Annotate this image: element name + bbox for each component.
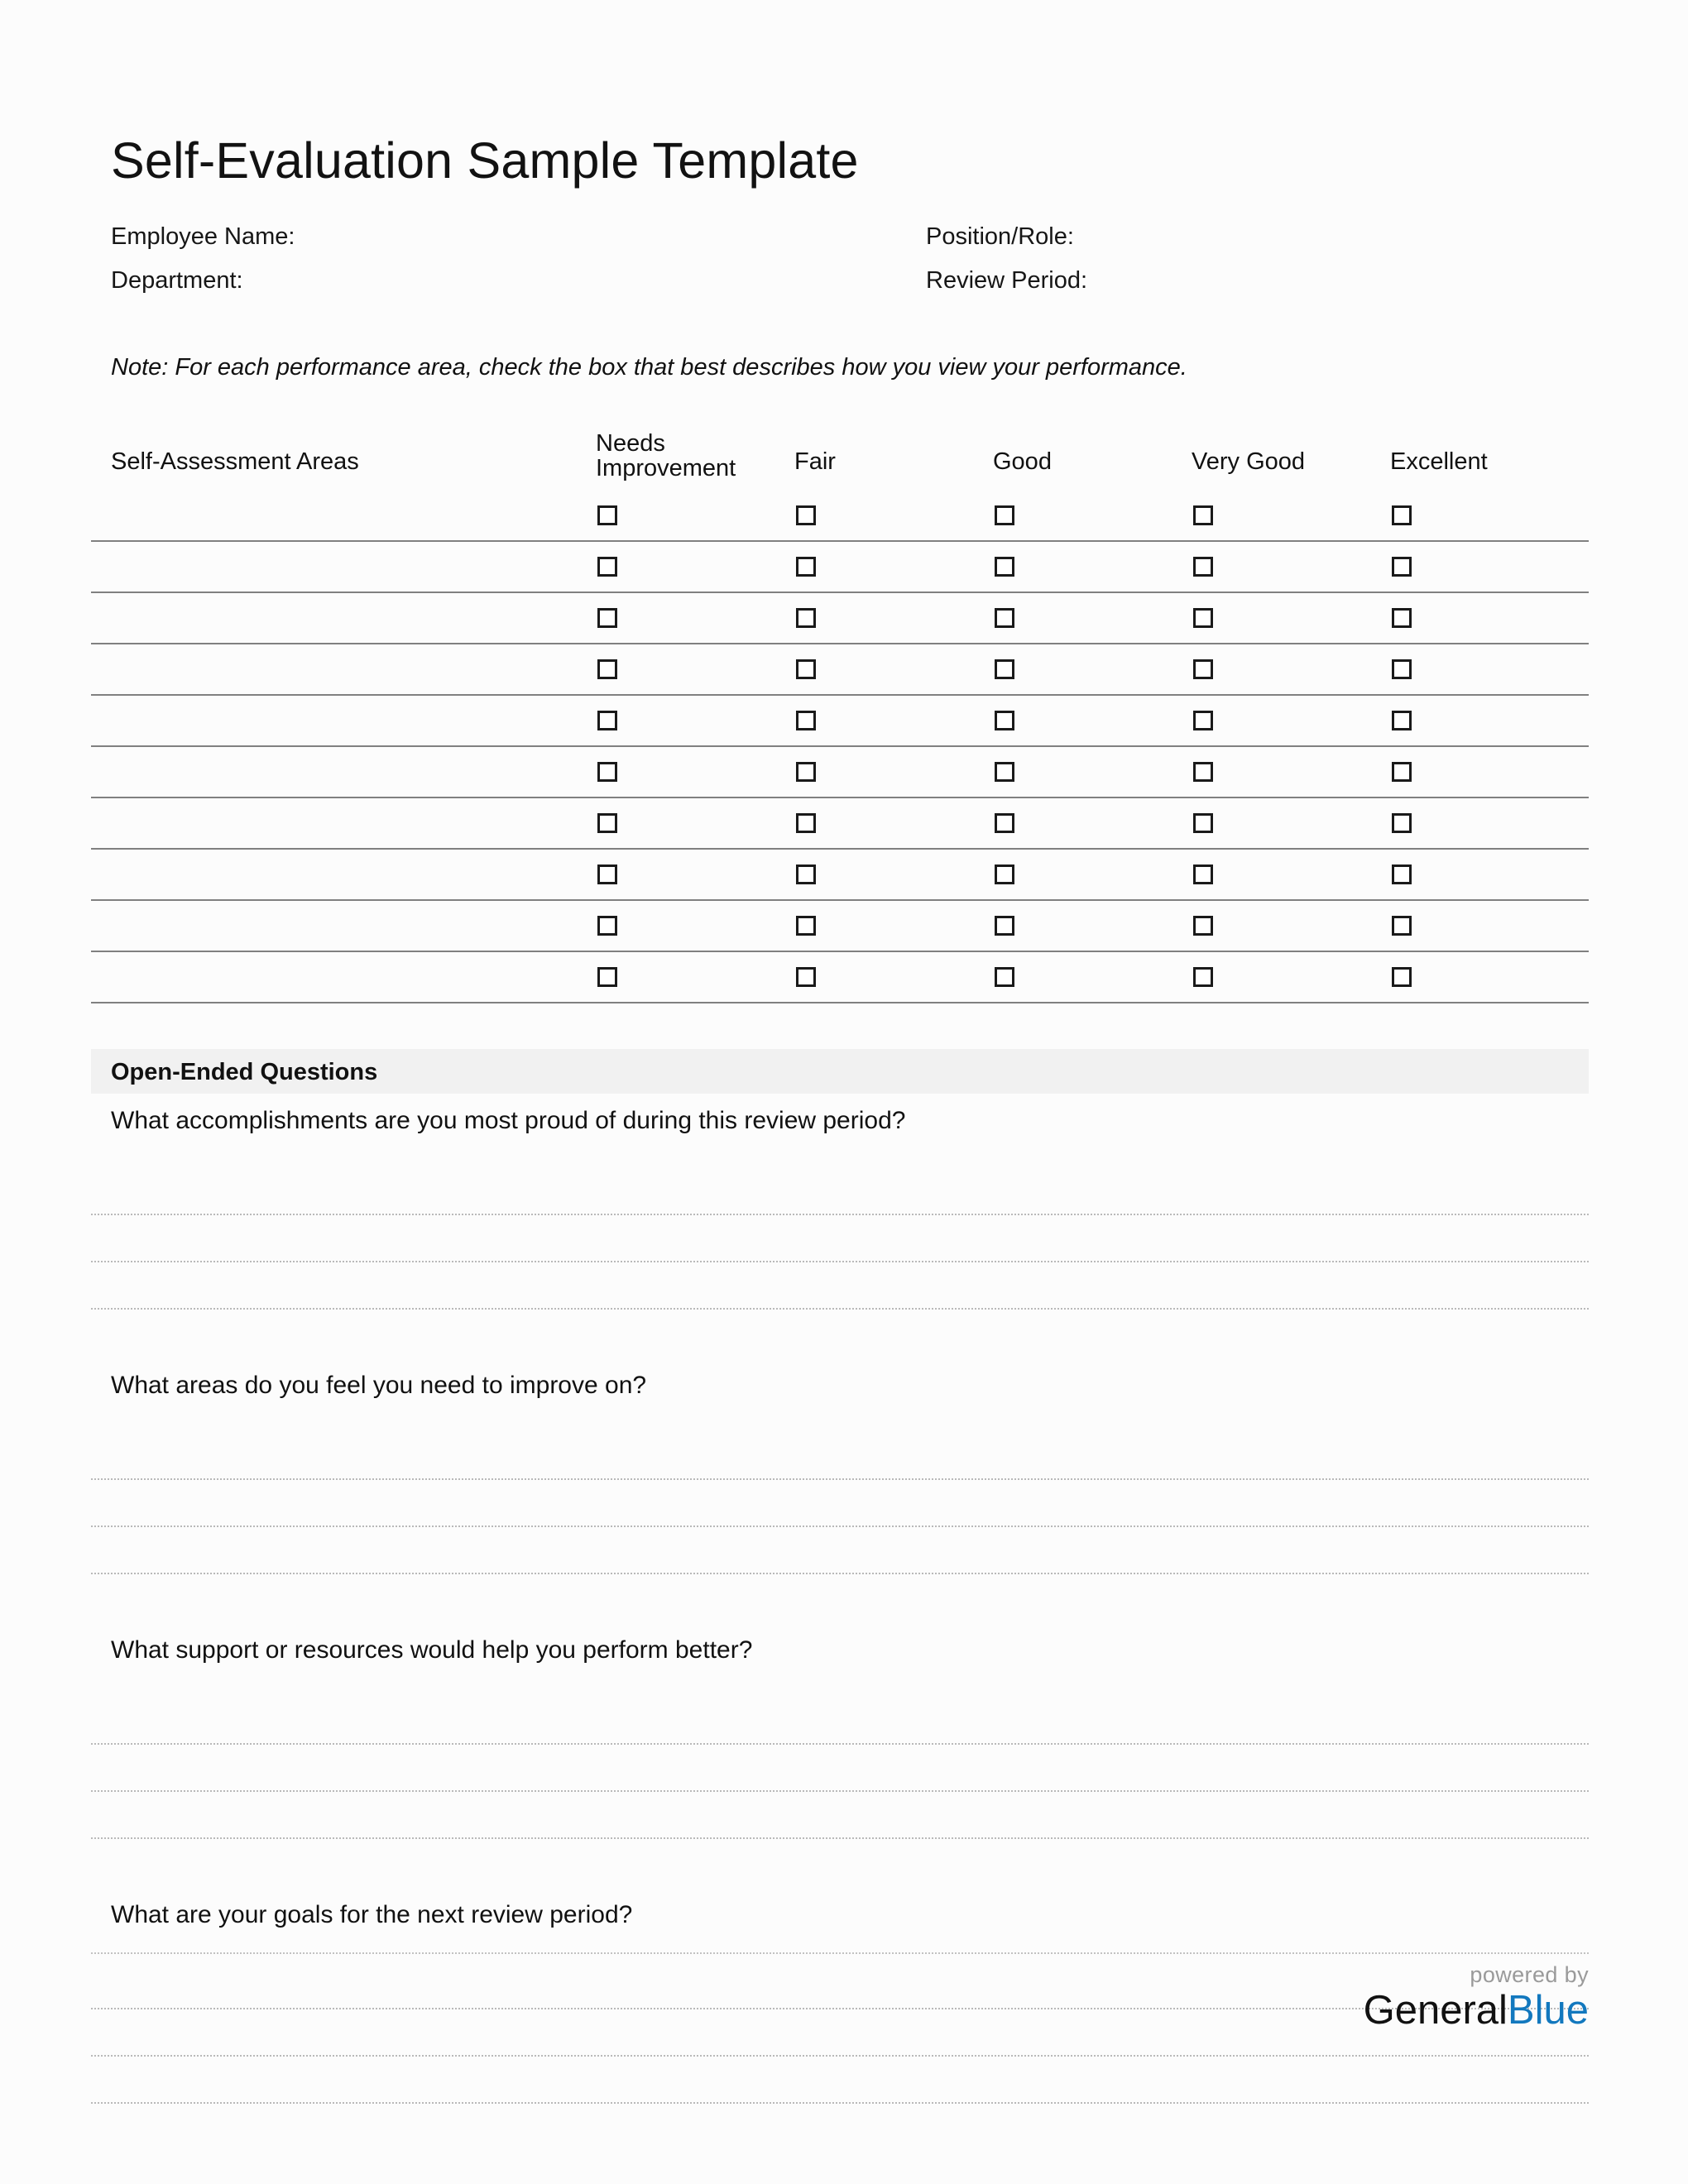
rating-cell[interactable] [1192, 695, 1390, 746]
column-header-fair: Fair [794, 448, 836, 475]
checkbox-fair[interactable] [796, 864, 816, 884]
open-ended-section-band [91, 1049, 1589, 1094]
checkbox-excellent[interactable] [1392, 864, 1412, 884]
rating-cell[interactable] [1390, 900, 1589, 951]
rating-cell[interactable] [1390, 541, 1589, 592]
checkbox-needs-improvement[interactable] [597, 659, 617, 679]
rating-cell[interactable] [596, 746, 794, 797]
table-row [91, 746, 1589, 797]
column-header-very-good: Very Good [1192, 448, 1306, 475]
checkbox-very-good[interactable] [1193, 813, 1213, 833]
checkbox-needs-improvement[interactable] [597, 505, 617, 525]
checkbox-excellent[interactable] [1392, 608, 1412, 628]
rating-cell[interactable] [596, 797, 794, 849]
assessment-area-input[interactable] [91, 951, 596, 1003]
rating-cell[interactable] [794, 491, 993, 541]
rating-cell[interactable] [993, 695, 1192, 746]
table-row [91, 644, 1589, 695]
rating-cell[interactable] [596, 644, 794, 695]
checkbox-excellent[interactable] [1392, 505, 1412, 525]
checkbox-good[interactable] [995, 916, 1014, 936]
rating-cell[interactable] [993, 951, 1192, 1003]
checkbox-fair[interactable] [796, 967, 816, 987]
rating-cell[interactable] [794, 695, 993, 746]
rating-cell[interactable] [596, 541, 794, 592]
employee-name-field[interactable] [111, 223, 926, 251]
checkbox-fair[interactable] [796, 762, 816, 782]
rating-cell[interactable] [1192, 592, 1390, 644]
employee-name-label: Employee Name: [111, 223, 295, 250]
assessment-table-body [91, 491, 1589, 1003]
brand-name-first: General [1363, 1988, 1508, 2033]
checkbox-excellent[interactable] [1392, 711, 1412, 730]
checkbox-very-good[interactable] [1193, 608, 1213, 628]
rating-cell[interactable] [993, 900, 1192, 951]
table-row [91, 951, 1589, 1003]
rating-cell[interactable] [993, 644, 1192, 695]
brand-name [1364, 1988, 1589, 2033]
rating-cell[interactable] [794, 951, 993, 1003]
question-block [111, 1372, 1589, 1574]
rating-cell[interactable] [1192, 541, 1390, 592]
open-ended-section-title: Open-Ended Questions [111, 1059, 378, 1085]
checkbox-very-good[interactable] [1193, 762, 1213, 782]
checkbox-fair[interactable] [796, 659, 816, 679]
checkbox-good[interactable] [995, 813, 1014, 833]
checkbox-good[interactable] [995, 967, 1014, 987]
answer-area[interactable] [111, 1433, 1589, 1574]
assessment-table [91, 432, 1589, 1003]
rating-cell[interactable] [1192, 491, 1390, 541]
question-prompt: What areas do you feel you need to improve on? [111, 1372, 647, 1399]
rating-cell[interactable] [596, 695, 794, 746]
checkbox-very-good[interactable] [1193, 916, 1213, 936]
rating-cell[interactable] [1192, 644, 1390, 695]
review-period-field[interactable] [926, 267, 1422, 295]
question-prompt: What support or resources would help you perform better? [111, 1636, 753, 1664]
table-row [91, 592, 1589, 644]
checkbox-needs-improvement[interactable] [597, 967, 617, 987]
assessment-header-row [91, 432, 1589, 491]
assessment-area-input[interactable] [91, 592, 596, 644]
rating-cell[interactable] [794, 849, 993, 900]
checkbox-excellent[interactable] [1392, 813, 1412, 833]
assessment-area-input[interactable] [91, 695, 596, 746]
rating-cell[interactable] [794, 900, 993, 951]
checkbox-needs-improvement[interactable] [597, 762, 617, 782]
assessment-area-input[interactable] [91, 644, 596, 695]
rating-cell[interactable] [1192, 797, 1390, 849]
checkbox-good[interactable] [995, 864, 1014, 884]
answer-line[interactable] [91, 1698, 1589, 1745]
rating-cell[interactable] [993, 592, 1192, 644]
rating-cell[interactable] [1192, 849, 1390, 900]
question-prompt: What accomplishments are you most proud of during this review period? [111, 1107, 906, 1134]
checkbox-very-good[interactable] [1193, 864, 1213, 884]
assessment-table-head [91, 432, 1589, 491]
rating-cell[interactable] [794, 592, 993, 644]
checkbox-fair[interactable] [796, 711, 816, 730]
answer-line[interactable] [91, 1745, 1589, 1792]
checkbox-excellent[interactable] [1392, 659, 1412, 679]
answer-area[interactable] [111, 1168, 1589, 1310]
column-header-self-assessment-areas: Self-Assessment Areas [111, 448, 359, 475]
rating-cell[interactable] [794, 644, 993, 695]
assessment-area-input[interactable] [91, 746, 596, 797]
checkbox-good[interactable] [995, 711, 1014, 730]
checkbox-very-good[interactable] [1193, 967, 1213, 987]
checkbox-very-good[interactable] [1193, 711, 1213, 730]
rating-cell[interactable] [1390, 644, 1589, 695]
checkbox-fair[interactable] [796, 505, 816, 525]
position-role-label: Position/Role: [926, 223, 1074, 250]
table-row [91, 541, 1589, 592]
column-header-needs-improvement: Needs Improvement [596, 430, 736, 481]
rating-cell[interactable] [1390, 849, 1589, 900]
assessment-area-input[interactable] [91, 491, 596, 541]
checkbox-needs-improvement[interactable] [597, 557, 617, 577]
table-row [91, 849, 1589, 900]
checkbox-needs-improvement[interactable] [597, 864, 617, 884]
checkbox-good[interactable] [995, 557, 1014, 577]
question-block [111, 1107, 1589, 1310]
page-title: Self-Evaluation Sample Template [111, 132, 859, 189]
checkbox-excellent[interactable] [1392, 967, 1412, 987]
rating-cell[interactable] [1390, 951, 1589, 1003]
checkbox-needs-improvement[interactable] [597, 608, 617, 628]
rating-cell[interactable] [596, 491, 794, 541]
table-row [91, 695, 1589, 746]
answer-line[interactable] [91, 1262, 1589, 1310]
question-prompt: What are your goals for the next review period? [111, 1901, 633, 1928]
footer-divider [91, 1952, 1589, 1954]
table-row [91, 900, 1589, 951]
answer-line[interactable] [91, 1480, 1589, 1527]
assessment-area-input[interactable] [91, 541, 596, 592]
question-block [111, 1636, 1589, 1839]
rating-cell[interactable] [1390, 695, 1589, 746]
rating-cell[interactable] [1390, 746, 1589, 797]
checkbox-fair[interactable] [796, 813, 816, 833]
rating-cell[interactable] [1192, 900, 1390, 951]
checkbox-good[interactable] [995, 505, 1014, 525]
checkbox-needs-improvement[interactable] [597, 711, 617, 730]
department-label: Department: [111, 267, 243, 294]
table-row [91, 491, 1589, 541]
checkbox-fair[interactable] [796, 557, 816, 577]
checkbox-excellent[interactable] [1392, 762, 1412, 782]
rating-cell[interactable] [794, 797, 993, 849]
rating-cell[interactable] [993, 849, 1192, 900]
answer-line[interactable] [91, 1215, 1589, 1262]
answer-line[interactable] [91, 2057, 1589, 2104]
review-period-label: Review Period: [926, 267, 1088, 294]
checkbox-fair[interactable] [796, 916, 816, 936]
answer-area[interactable] [111, 1698, 1589, 1839]
column-header-excellent: Excellent [1390, 448, 1488, 475]
rating-cell[interactable] [1390, 592, 1589, 644]
rating-cell[interactable] [596, 592, 794, 644]
assessment-table-wrapper [91, 432, 1589, 1003]
answer-line[interactable] [91, 1792, 1589, 1839]
checkbox-needs-improvement[interactable] [597, 916, 617, 936]
rating-cell[interactable] [1390, 797, 1589, 849]
checkbox-good[interactable] [995, 659, 1014, 679]
checkbox-excellent[interactable] [1392, 916, 1412, 936]
checkbox-very-good[interactable] [1193, 659, 1213, 679]
checkbox-fair[interactable] [796, 608, 816, 628]
rating-cell[interactable] [993, 541, 1192, 592]
rating-cell[interactable] [596, 900, 794, 951]
brand-logo [1364, 1962, 1589, 2033]
answer-line[interactable] [91, 1433, 1589, 1480]
assessment-area-input[interactable] [91, 849, 596, 900]
checkbox-needs-improvement[interactable] [597, 813, 617, 833]
position-role-field[interactable] [926, 223, 1422, 251]
meta-row-1 [111, 223, 1435, 267]
meta-row-2 [111, 267, 1435, 311]
checkbox-very-good[interactable] [1193, 505, 1213, 525]
rating-cell[interactable] [993, 746, 1192, 797]
rating-cell[interactable] [596, 951, 794, 1003]
rating-cell[interactable] [1192, 951, 1390, 1003]
assessment-area-input[interactable] [91, 900, 596, 951]
department-field[interactable] [111, 267, 926, 295]
table-row [91, 797, 1589, 849]
checkbox-very-good[interactable] [1193, 557, 1213, 577]
checkbox-good[interactable] [995, 762, 1014, 782]
checkbox-excellent[interactable] [1392, 557, 1412, 577]
rating-cell[interactable] [1390, 491, 1589, 541]
rating-cell[interactable] [993, 491, 1192, 541]
checkbox-good[interactable] [995, 608, 1014, 628]
answer-line[interactable] [91, 1168, 1589, 1215]
assessment-area-input[interactable] [91, 797, 596, 849]
powered-by-label: powered by [1470, 1962, 1589, 1987]
rating-cell[interactable] [596, 849, 794, 900]
rating-cell[interactable] [1192, 746, 1390, 797]
rating-cell[interactable] [794, 541, 993, 592]
answer-line[interactable] [91, 1527, 1589, 1574]
meta-fields [111, 223, 1435, 311]
brand-name-second: Blue [1507, 1988, 1589, 2033]
instruction-note: Note: For each performance area, check the box that best describes how you view your performance. [111, 354, 1187, 381]
rating-cell[interactable] [794, 746, 993, 797]
rating-cell[interactable] [993, 797, 1192, 849]
column-header-good: Good [993, 448, 1052, 475]
